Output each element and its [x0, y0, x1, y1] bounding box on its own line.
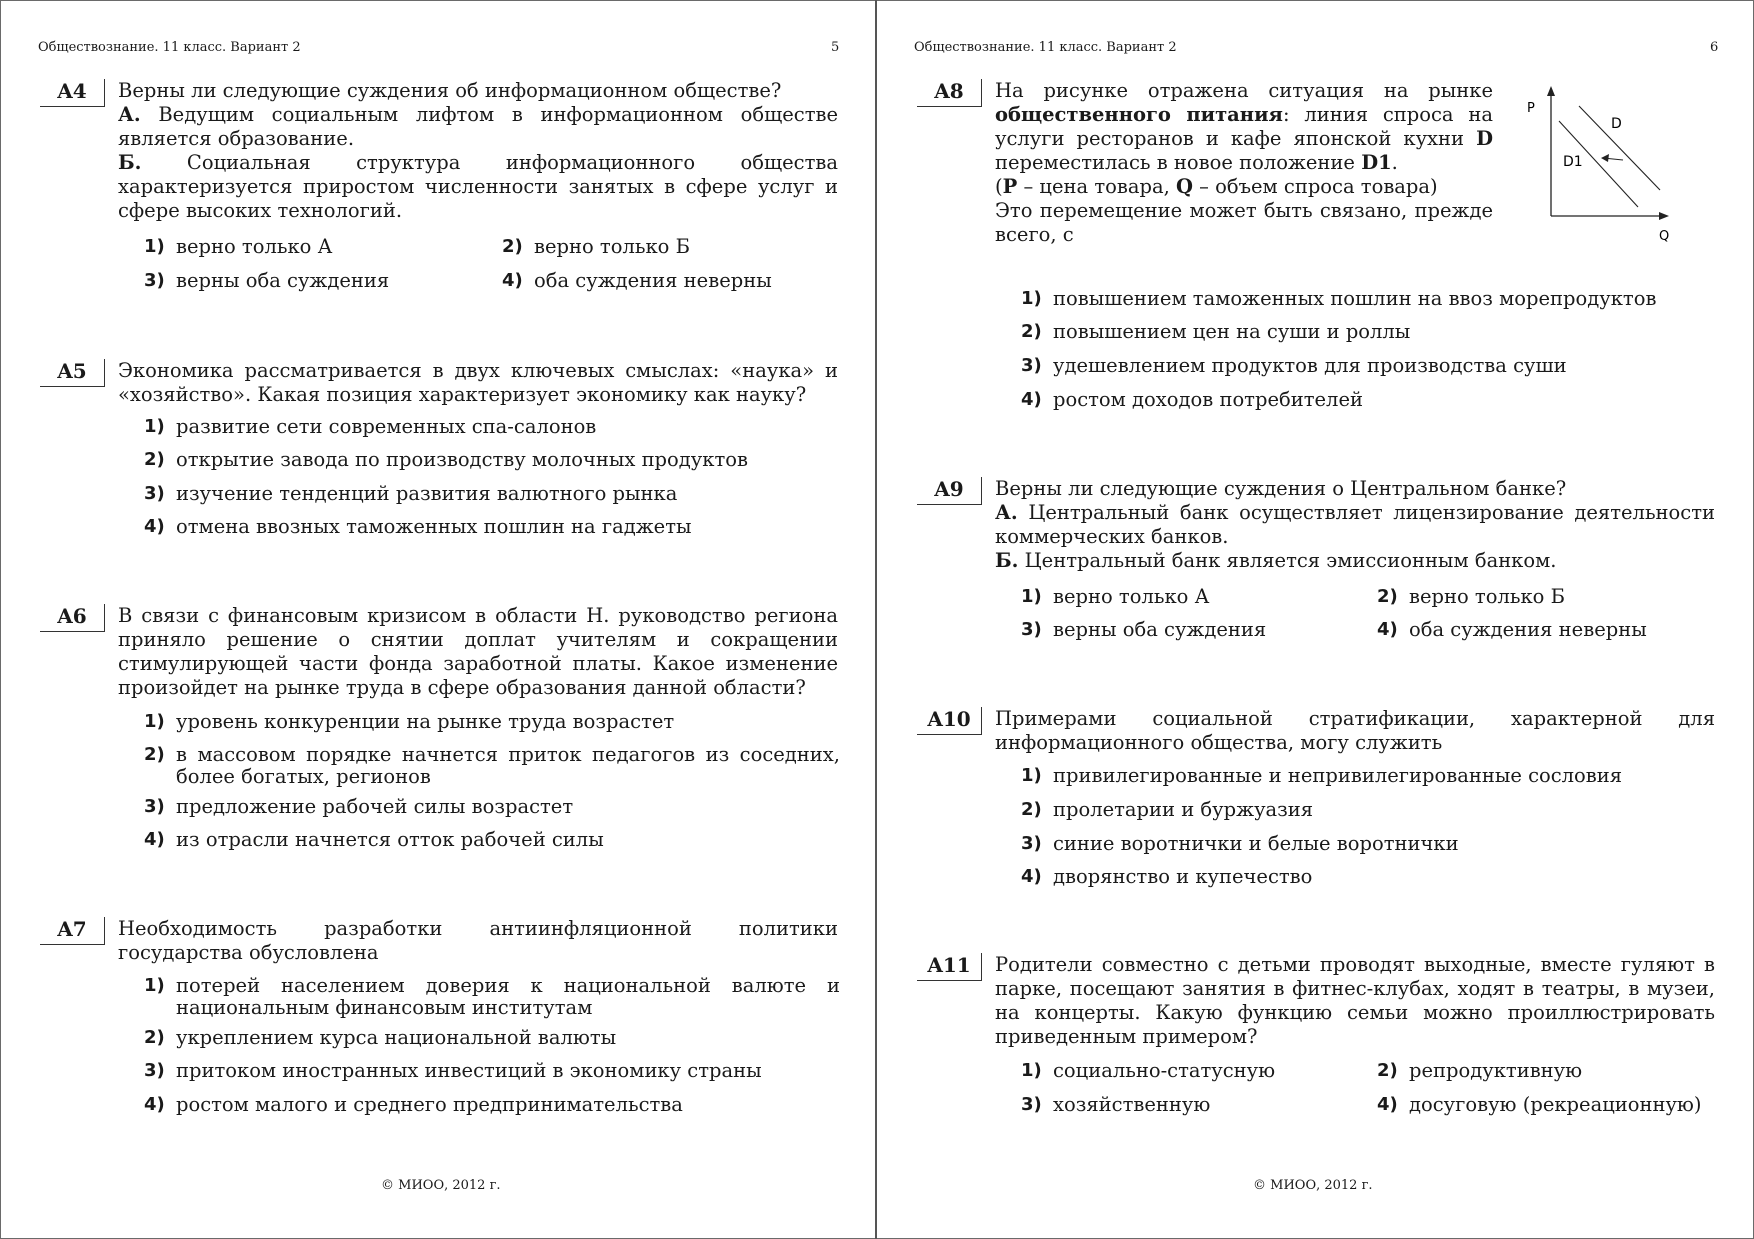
option-text: верны оба суждения [176, 269, 390, 292]
stem-text: . [1391, 151, 1398, 174]
answer-option-2[interactable] [144, 1027, 840, 1049]
option-number: 4) [144, 516, 165, 537]
page-footer: © МИОО, 2012 г. [1253, 1178, 1373, 1193]
question-stem: Экономика рассматривается в двух ключевых смыслах: «наука» и «хозяйство». Какая позиция характеризует экономику как науку? [118, 359, 838, 406]
option-text: пролетарии и буржуазия [1053, 798, 1314, 821]
statement-a-mark: А. [995, 501, 1018, 524]
option-number: 3) [144, 1060, 165, 1081]
option-text: оба суждения неверны [534, 269, 772, 292]
option-number: 3) [1021, 355, 1042, 376]
answer-option-4[interactable] [502, 270, 822, 292]
answer-option-2[interactable] [1021, 321, 1717, 343]
answer-option-3[interactable] [1021, 1094, 1341, 1116]
option-number: 1) [1021, 288, 1042, 309]
option-text: уровень конкуренции на рынке труда возрастет [176, 710, 675, 733]
answer-option-4[interactable] [1021, 866, 1717, 888]
line-d-label: D [1611, 116, 1622, 132]
option-number: 2) [1377, 586, 1398, 607]
statement-b-mark: Б. [118, 151, 142, 174]
option-text: в массовом порядке начнется приток педагогов из соседних, более богатых, регионов [176, 743, 840, 788]
page-right [877, 0, 1754, 1239]
axis-p-label: P [1527, 101, 1535, 116]
answer-option-4[interactable] [144, 1094, 840, 1116]
answer-option-2[interactable] [1377, 1060, 1707, 1082]
option-number: 3) [1021, 1094, 1042, 1115]
page-number: 5 [831, 40, 840, 55]
question-stem [995, 477, 1715, 573]
axis-q-label: Q [1659, 229, 1670, 244]
answer-option-1[interactable] [144, 236, 464, 258]
answer-option-1[interactable] [1021, 1060, 1341, 1082]
question-label: A9 [917, 477, 982, 505]
question-stem: Необходимость разработки антиинфляционной политики государства обусловлена [118, 917, 838, 964]
option-text: повышением цен на суши и роллы [1053, 320, 1411, 343]
statement-a-mark: А. [118, 103, 141, 126]
answer-option-3[interactable] [144, 483, 840, 505]
option-number: 2) [502, 236, 523, 257]
option-text: развитие сети современных спа-салонов [176, 415, 597, 438]
option-text: притоком иностранных инвестиций в экономику страны [176, 1059, 762, 1082]
legend-text: – объем спроса товара) [1192, 175, 1438, 198]
option-number: 4) [1377, 1094, 1398, 1115]
answer-option-3[interactable] [1021, 619, 1341, 641]
option-text: репродуктивную [1409, 1059, 1583, 1082]
legend-text: – цена товара, [1017, 175, 1176, 198]
answer-option-3[interactable] [144, 796, 840, 818]
legend-q: Q [1175, 175, 1193, 198]
option-number: 4) [1021, 866, 1042, 887]
option-number: 4) [1377, 619, 1398, 640]
option-text: укреплением курса национальной валюты [176, 1026, 617, 1049]
question-stem: В связи с финансовым кризисом в области Н. руководство региона приняло решение о снятии доплат учителям и сокращении стимулирующей части фонда заработной платы. Какое изменение произойдет на рынке труда в сфере образования данной области? [118, 604, 838, 699]
option-text: социально-статусную [1053, 1059, 1276, 1082]
option-number: 2) [1377, 1060, 1398, 1081]
option-text: изучение тенденций развития валютного рынка [176, 482, 678, 505]
option-number: 1) [144, 416, 165, 437]
answer-option-1[interactable] [144, 975, 840, 1019]
option-number: 3) [144, 483, 165, 504]
answer-option-2[interactable] [1021, 799, 1717, 821]
answer-option-3[interactable] [1021, 833, 1717, 855]
option-text: верно только А [1053, 585, 1210, 608]
option-number: 1) [144, 711, 165, 732]
question-stem [995, 79, 1493, 247]
option-number: 1) [144, 975, 165, 996]
option-text: из отрасли начнется отток рабочей силы [176, 828, 604, 851]
statement-a: Центральный банк осуществляет лицензирование деятельности коммерческих банков. [995, 501, 1715, 548]
option-text: синие воротнички и белые воротнички [1053, 832, 1459, 855]
answer-option-3[interactable] [144, 1060, 840, 1082]
option-text: верно только Б [534, 235, 690, 258]
legend-paren: ( [995, 175, 1003, 198]
answer-option-2[interactable] [502, 236, 822, 258]
question-label: A5 [40, 359, 105, 387]
page-left [0, 0, 875, 1239]
option-number: 1) [1021, 765, 1042, 786]
answer-option-4[interactable] [144, 829, 840, 851]
option-number: 1) [1021, 586, 1042, 607]
option-text: удешевлением продуктов для производства суши [1053, 354, 1567, 377]
question-label: A4 [40, 79, 105, 107]
statement-b: Центральный банк является эмиссионным банком. [1024, 549, 1557, 572]
answer-option-1[interactable] [144, 711, 840, 733]
answer-option-1[interactable] [1021, 288, 1717, 310]
answer-option-2[interactable] [144, 744, 840, 788]
answer-option-4[interactable] [1377, 619, 1697, 641]
option-number: 2) [1021, 799, 1042, 820]
answer-option-2[interactable] [144, 449, 840, 471]
question-label: A10 [917, 707, 982, 735]
answer-option-3[interactable] [144, 270, 464, 292]
option-text: ростом малого и среднего предпринимательства [176, 1093, 683, 1116]
option-text: досуговую (рекреационную) [1409, 1093, 1702, 1116]
question-label: A7 [40, 917, 105, 945]
answer-option-1[interactable] [1021, 765, 1717, 787]
answer-option-2[interactable] [1377, 586, 1697, 608]
stem-text: переместилась в новое положение [995, 151, 1355, 174]
market-name: общественного питания [995, 103, 1283, 126]
option-number: 2) [144, 449, 165, 470]
answer-option-4[interactable] [1377, 1094, 1717, 1116]
question-label: A8 [917, 79, 982, 107]
option-number: 2) [1021, 321, 1042, 342]
statement-b: Социальная структура информационного общества характеризуется приростом численности занятых в сфере услуг и сфере высоких технологий. [118, 151, 838, 222]
option-text: оба суждения неверны [1409, 618, 1647, 641]
option-text: дворянство и купечество [1053, 865, 1313, 888]
option-number: 4) [144, 829, 165, 850]
question-stem: Родители совместно с детьми проводят выходные, вместе гуляют в парке, посещают занятия в фитнес-клубах, ходят в театры, в музеи, на концерты. Какую функцию семьи можно проиллюстрировать приведенным примером? [995, 953, 1715, 1048]
page-header: Обществознание. 11 класс. Вариант 2 [914, 40, 1177, 55]
option-number: 1) [1021, 1060, 1042, 1081]
stem-text: Это перемещение может быть связано, прежде всего, с [995, 199, 1493, 246]
statement-b-mark: Б. [995, 549, 1019, 572]
legend-p: P [1002, 175, 1018, 198]
stem-text: Верны ли следующие суждения об информационном обществе? [118, 79, 782, 102]
stem-text: Верны ли следующие суждения о Центральном банке? [995, 477, 1567, 500]
answer-option-1[interactable] [144, 416, 840, 438]
option-text: ростом доходов потребителей [1053, 388, 1363, 411]
question-label: A6 [40, 604, 105, 632]
option-text: верно только Б [1409, 585, 1565, 608]
option-number: 4) [502, 270, 523, 291]
question-label: A11 [917, 953, 982, 981]
option-text: верны оба суждения [1053, 618, 1267, 641]
option-number: 1) [144, 236, 165, 257]
curve-d1: D1 [1361, 151, 1392, 174]
page-number: 6 [1710, 40, 1719, 55]
axis-q-arrow [1659, 212, 1669, 220]
option-number: 3) [1021, 619, 1042, 640]
page-header: Обществознание. 11 класс. Вариант 2 [38, 40, 301, 55]
option-number: 3) [1021, 833, 1042, 854]
axis-p-arrow [1547, 86, 1555, 96]
question-stem [118, 79, 838, 223]
answer-option-3[interactable] [1021, 355, 1717, 377]
option-text: хозяйственную [1053, 1093, 1211, 1116]
option-text: отмена ввозных таможенных пошлин на гаджеты [176, 515, 692, 538]
option-text: потерей населением доверия к национальной валюте и национальным финансовым институтам [176, 974, 840, 1019]
option-number: 3) [144, 270, 165, 291]
option-number: 4) [144, 1094, 165, 1115]
answer-option-1[interactable] [1021, 586, 1341, 608]
answer-option-4[interactable] [144, 516, 840, 538]
question-stem: Примерами социальной стратификации, характерной для информационного общества, могу служить [995, 707, 1715, 754]
statement-a: Ведущим социальным лифтом в информационном обществе является образование. [118, 103, 838, 150]
option-text: предложение рабочей силы возрастет [176, 795, 574, 818]
stem-text: На рисунке отражена ситуация на рынке [995, 79, 1493, 102]
option-text: привилегированные и непривилегированные сословия [1053, 764, 1623, 787]
stem-text: : линия спроса на услуги ресторанов и кафе японской кухни [995, 103, 1493, 150]
option-text: повышением таможенных пошлин на ввоз морепродуктов [1053, 287, 1657, 310]
curve-d: D [1476, 127, 1493, 150]
option-text: верно только А [176, 235, 333, 258]
option-text: открытие завода по производству молочных продуктов [176, 448, 748, 471]
demand-graph [1515, 84, 1675, 244]
page-footer: © МИОО, 2012 г. [381, 1178, 501, 1193]
option-number: 3) [144, 796, 165, 817]
option-number: 4) [1021, 389, 1042, 410]
option-number: 2) [144, 744, 165, 765]
shift-arrow-head [1601, 154, 1609, 162]
option-number: 2) [144, 1027, 165, 1048]
answer-option-4[interactable] [1021, 389, 1717, 411]
line-d1-label: D1 [1563, 154, 1583, 170]
